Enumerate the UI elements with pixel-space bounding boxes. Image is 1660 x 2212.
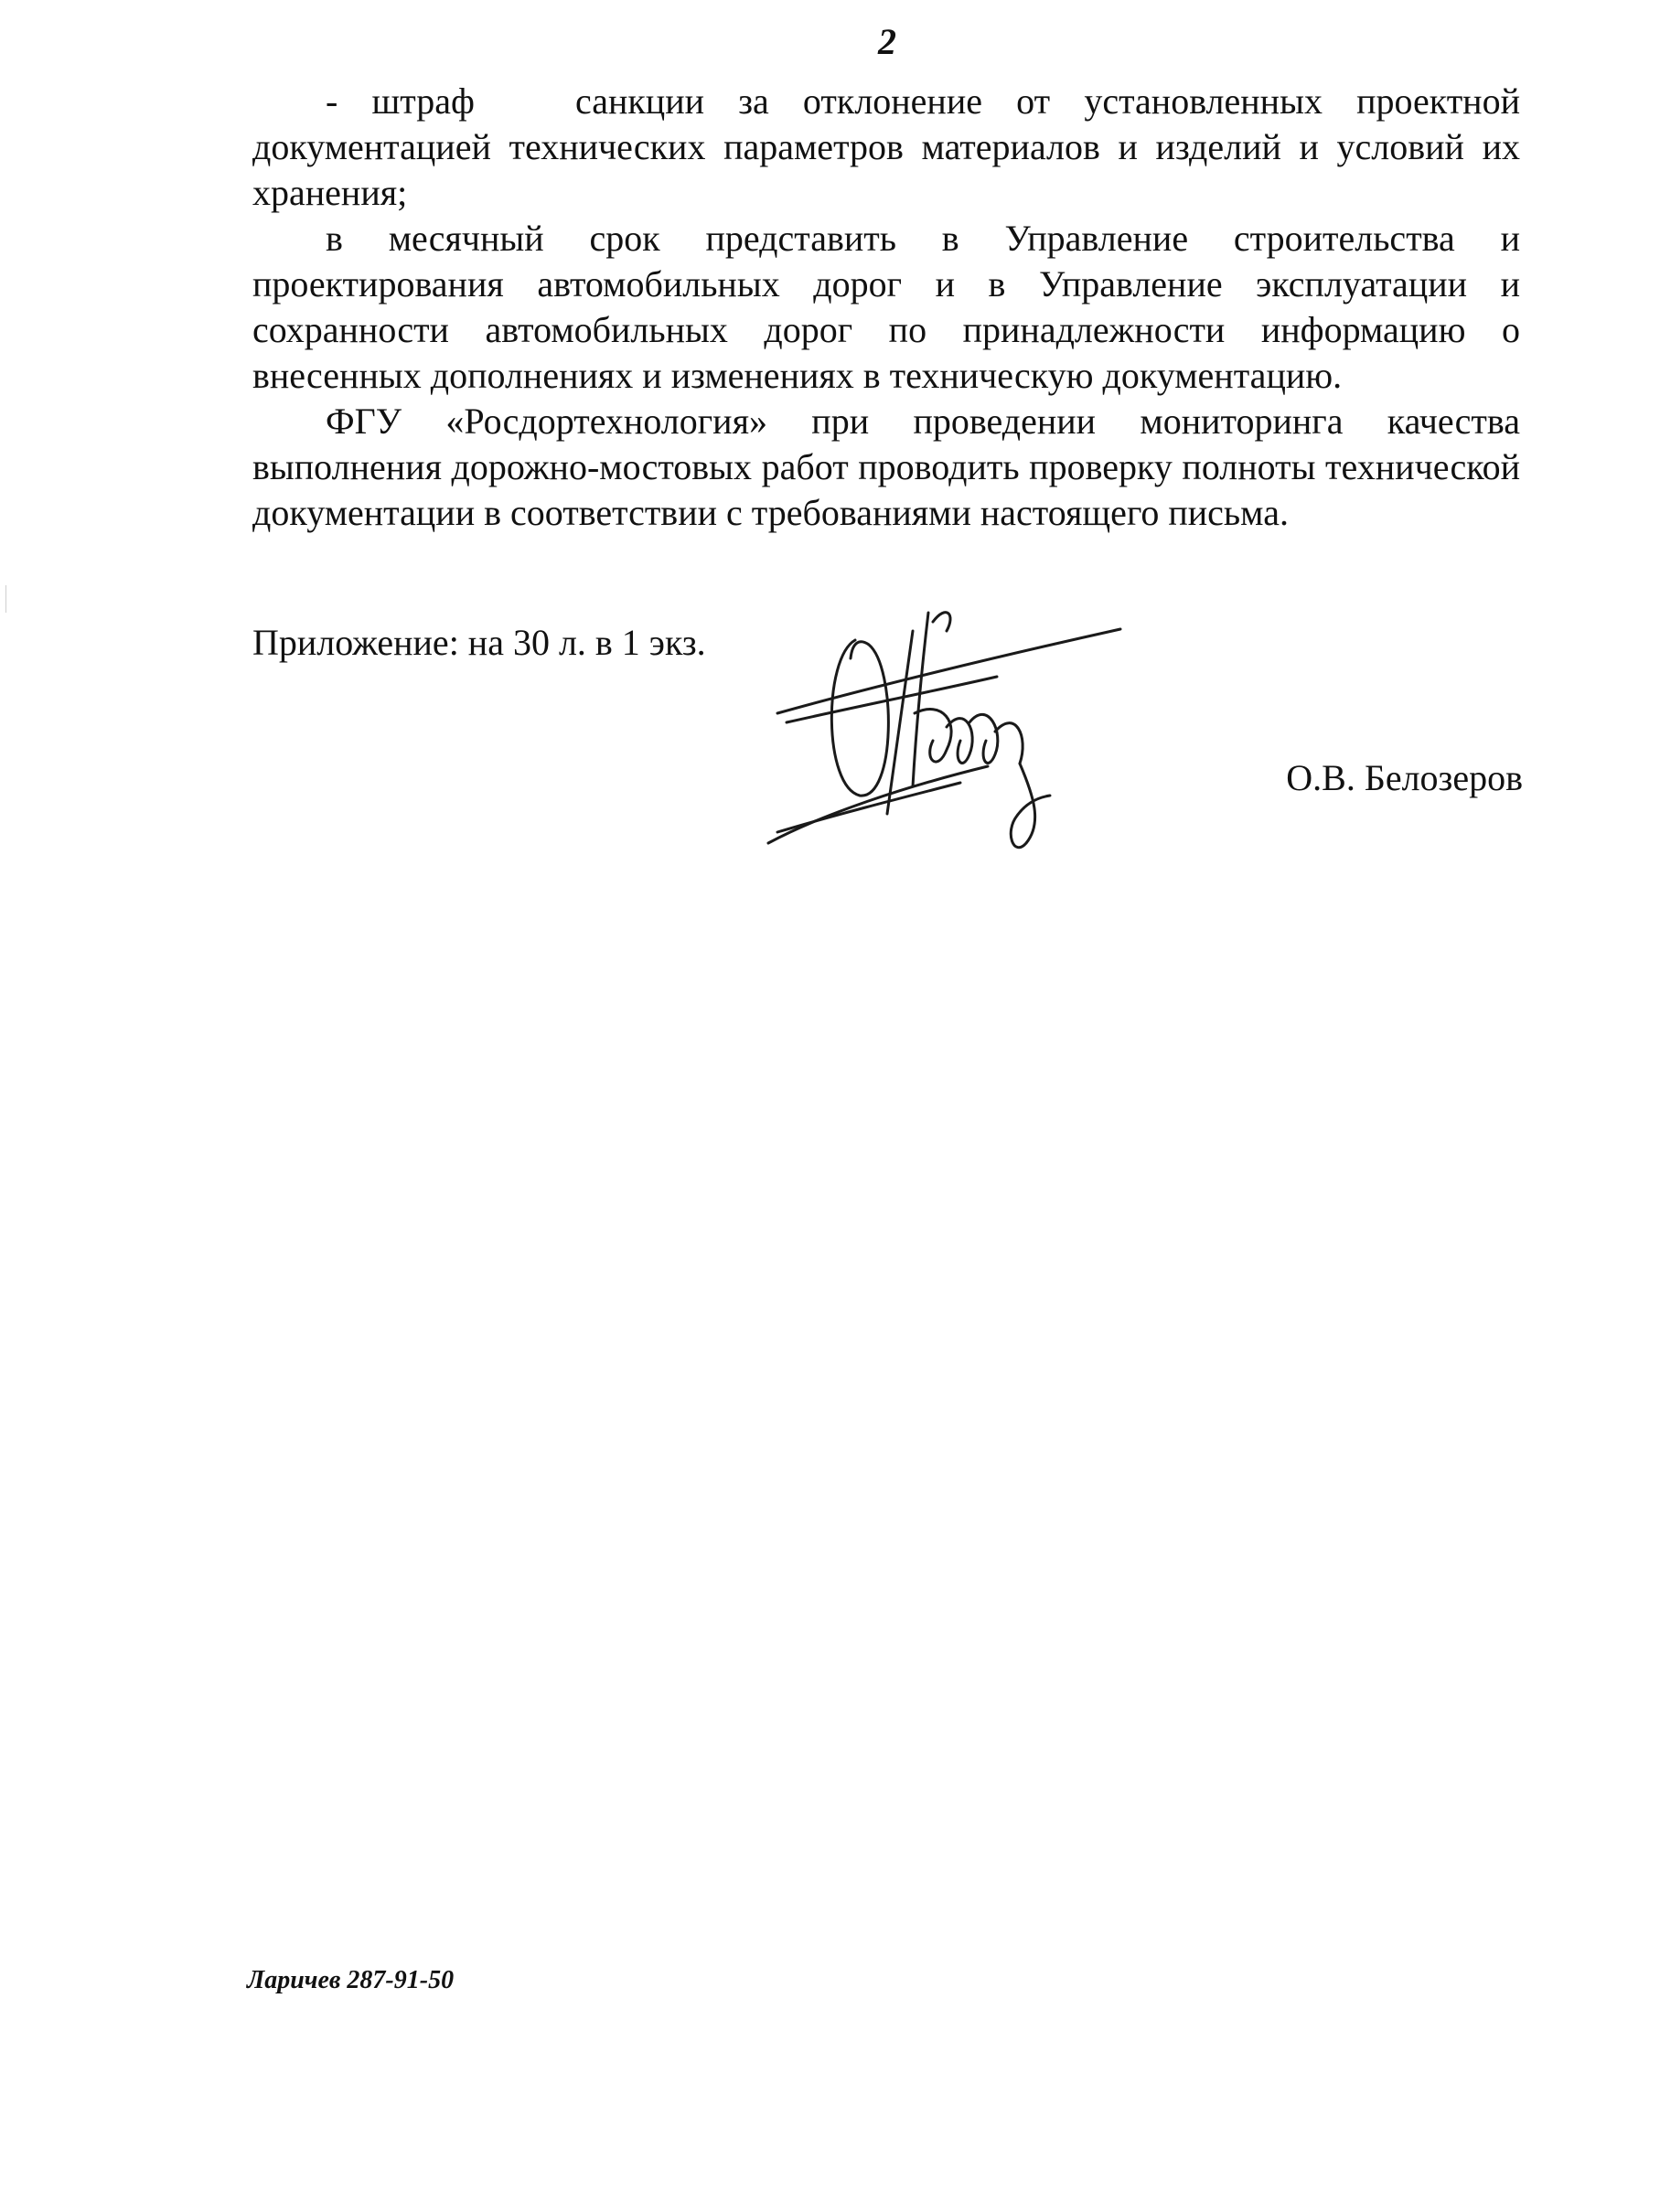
handwritten-signature-icon <box>759 604 1143 850</box>
paragraph-penalty <box>252 79 1520 216</box>
paragraph-monthly-report: в месячный срок представить в Управление строительства и проектирования автомобильных дорог и в Управление эксплуатации и сохранности автомобильных дорог по принадлежности информацию о внесенных дополнениях и изменениях в техническую документацию. <box>252 218 1520 396</box>
signer-name: О.В. Белозеров <box>1286 757 1523 798</box>
letter-body <box>252 79 1520 536</box>
executor-contact: Ларичев 287-91-50 <box>247 1966 455 1994</box>
attachment-note: Приложение: на 30 л. в 1 экз. <box>252 622 706 663</box>
paragraph-penalty-rest: санкции за отклонение от установленных проектной документацией технических параметров материалов и изделий и условий их хранения; <box>252 80 1520 213</box>
paragraph-monitoring: ФГУ «Росдортехнология» при проведении мониторинга качества выполнения дорожно-мостовых работ проводить проверку полноты технической документации в соответствии с требованиями настоящего письма. <box>252 401 1520 533</box>
page-number: 2 <box>878 21 896 62</box>
paragraph-penalty-start: - штраф <box>326 80 475 122</box>
scan-edge-mark <box>5 585 6 613</box>
